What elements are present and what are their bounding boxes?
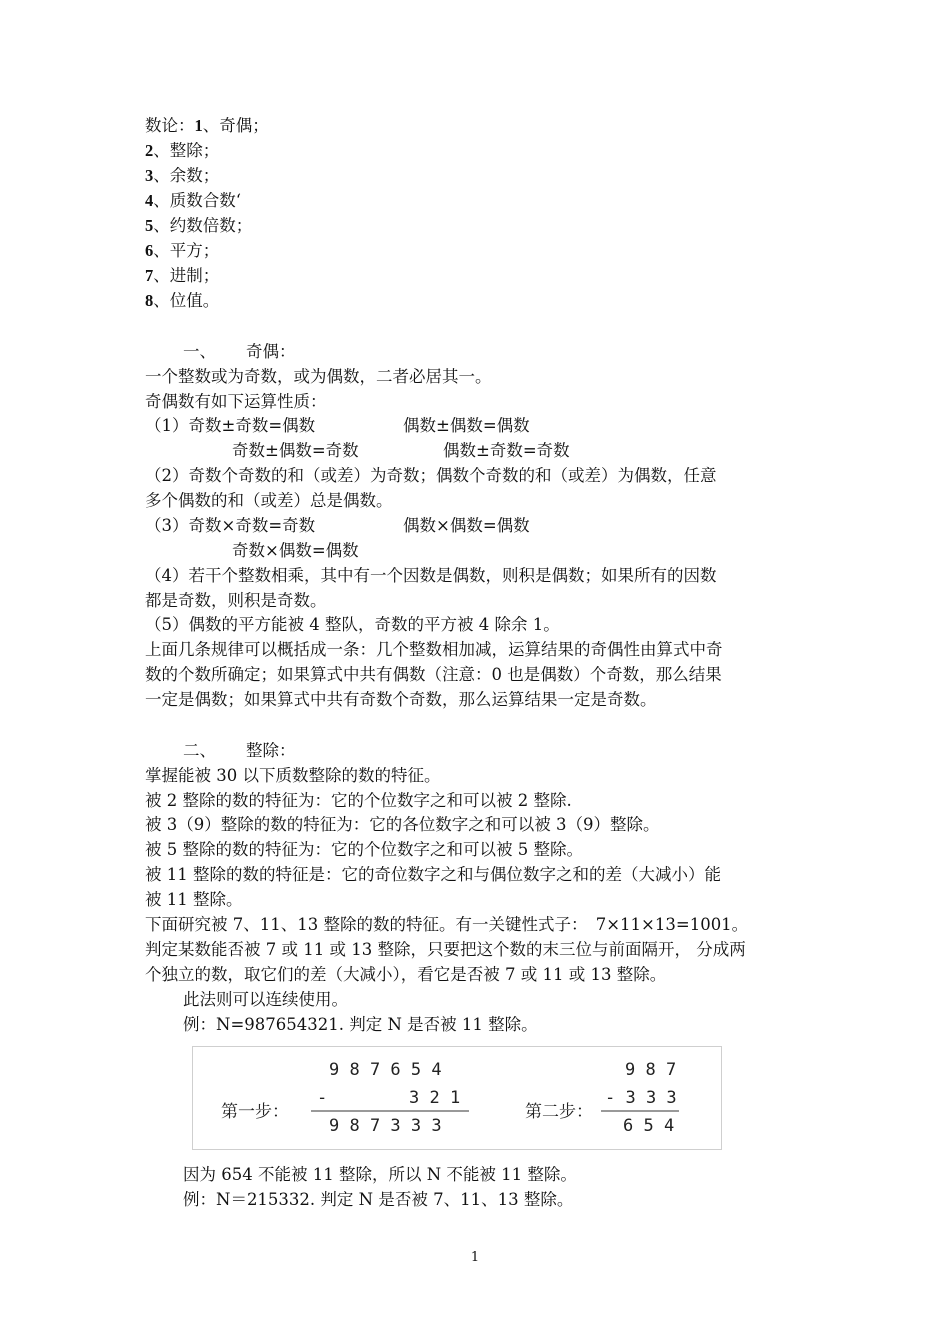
rule-3a: （3）奇数×奇数=奇数 bbox=[145, 516, 316, 535]
sec2-para: 被 11 整除。 bbox=[145, 890, 243, 909]
rule-3c: 奇数×偶数=偶数 bbox=[232, 541, 359, 560]
step2-sub: - 3 3 3 bbox=[605, 1088, 677, 1108]
outline-item-1: 数论：1、奇偶； bbox=[145, 116, 269, 135]
sec2-para: 个独立的数，取它们的差（大减小），看它是否被 7 或 11 或 13 整除。 bbox=[145, 965, 667, 984]
step1-minus: - bbox=[317, 1088, 328, 1108]
step1-label: 第一步： bbox=[221, 1102, 289, 1122]
rule-2b: 多个偶数的和（或差）总是偶数。 bbox=[145, 491, 393, 510]
outline-item-2: 2、整除； bbox=[145, 141, 220, 160]
step2-result: 6 5 4 bbox=[623, 1116, 675, 1136]
rule-4b: 都是奇数，则积是奇数。 bbox=[145, 591, 327, 610]
sec1-para: 一个整数或为奇数，或为偶数，二者必居其一。 bbox=[145, 367, 492, 386]
section2-heading: 二、 整除： bbox=[183, 741, 296, 760]
step1-result: 9 8 7 3 3 3 bbox=[329, 1116, 442, 1136]
example-2: 例：N＝215332. 判定 N 是否被 7、11、13 整除。 bbox=[183, 1190, 574, 1209]
outline-item-7: 7、进制； bbox=[145, 266, 220, 285]
section1-heading: 一、 奇偶： bbox=[183, 342, 296, 361]
rule-1d: 偶数±奇数=奇数 bbox=[443, 441, 570, 460]
step2-top: 9 8 7 bbox=[625, 1060, 677, 1080]
example-1: 例：N=987654321. 判定 N 是否被 11 整除。 bbox=[183, 1015, 538, 1034]
page-number: 1 bbox=[470, 1250, 480, 1265]
rule-1c: 奇数±偶数=奇数 bbox=[232, 441, 359, 460]
outline-item-3: 3、余数； bbox=[145, 166, 220, 185]
sec2-para: 被 5 整除的数的特征为：它的个位数字之和可以被 5 整除。 bbox=[145, 840, 583, 859]
sec2-para: 被 11 整除的数的特征是：它的奇位数字之和与偶位数字之和的差（大减小）能 bbox=[145, 865, 721, 884]
outline-item-5: 5、约数倍数； bbox=[145, 216, 253, 235]
sec2-para: 因为 654 不能被 11 整除，所以 N 不能被 11 整除。 bbox=[183, 1165, 577, 1184]
sec2-para: 判定某数能否被 7 或 11 或 13 整除，只要把这个数的末三位与前面隔开， 分成两 bbox=[145, 940, 746, 959]
division-steps-figure bbox=[192, 1046, 722, 1150]
sec2-para: 被 2 整除的数的特征为：它的个位数字之和可以被 2 整除. bbox=[145, 791, 572, 810]
sec1-para: 奇偶数有如下运算性质： bbox=[145, 392, 327, 411]
rule-3b: 偶数×偶数=偶数 bbox=[403, 516, 530, 535]
sec2-para: 掌握能被 30 以下质数整除的数的特征。 bbox=[145, 766, 441, 785]
sec2-para: 此法则可以连续使用。 bbox=[183, 990, 348, 1009]
rule-1a: （1）奇数±奇数=偶数 bbox=[145, 416, 316, 435]
outline-item-6: 6、平方； bbox=[145, 241, 220, 260]
sec2-para: 被 3（9）整除的数的特征为：它的各位数字之和可以被 3（9）整除。 bbox=[145, 815, 660, 834]
sec2-para: 下面研究被 7、11、13 整除的数的特征。有一关键性式子： 7×11×13=1001。 bbox=[145, 915, 749, 934]
step1-sub: 3 2 1 bbox=[409, 1088, 461, 1108]
rule-5: （5）偶数的平方能被 4 整队，奇数的平方被 4 除余 1。 bbox=[145, 615, 560, 634]
summary-line: 数的个数所确定；如果算式中共有偶数（注意：0 也是偶数）个奇数，那么结果 bbox=[145, 665, 722, 684]
rule-4a: （4）若干个整数相乘，其中有一个因数是偶数，则积是偶数；如果所有的因数 bbox=[145, 566, 717, 585]
step2-label: 第二步： bbox=[525, 1102, 593, 1122]
outline-item-8: 8、位值。 bbox=[145, 291, 220, 310]
summary-line: 一定是偶数；如果算式中共有奇数个奇数，那么运算结果一定是奇数。 bbox=[145, 690, 657, 709]
step1-top: 9 8 7 6 5 4 bbox=[329, 1060, 442, 1080]
steps-svg bbox=[193, 1047, 723, 1151]
outline-item-4: 4、质数合数‘ bbox=[145, 191, 241, 210]
rule-2a: （2）奇数个奇数的和（或差）为奇数；偶数个奇数的和（或差）为偶数，任意 bbox=[145, 466, 717, 485]
rule-1b: 偶数±偶数=偶数 bbox=[403, 416, 530, 435]
summary-line: 上面几条规律可以概括成一条：几个整数相加减，运算结果的奇偶性由算式中奇 bbox=[145, 640, 723, 659]
